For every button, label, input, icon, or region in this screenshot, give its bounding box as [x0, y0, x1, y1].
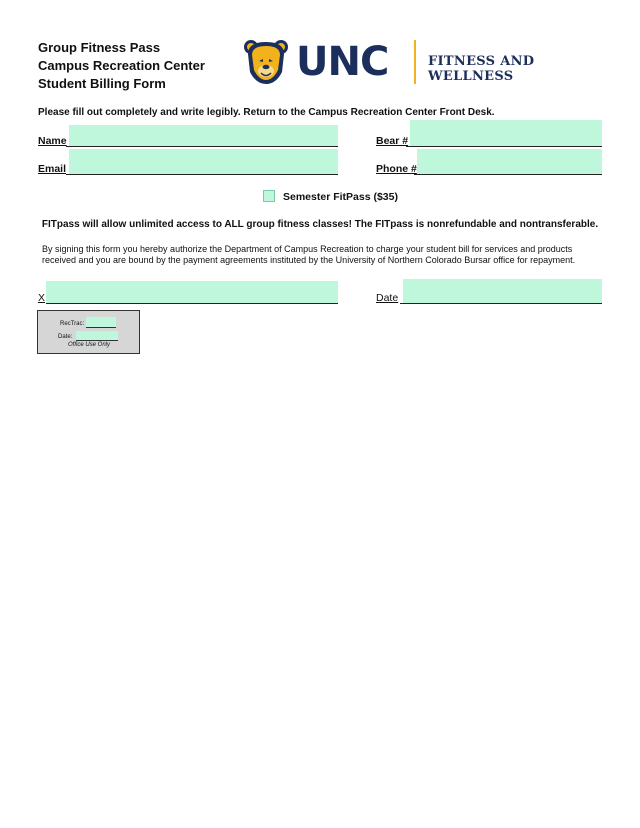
title-line-2: Campus Recreation Center [38, 58, 205, 73]
office-use-caption: Office Use Only [68, 342, 111, 348]
email-underline [66, 174, 338, 175]
rectrac-label: RecTrac: [60, 321, 85, 327]
date-field[interactable] [403, 279, 602, 303]
email-field[interactable] [69, 149, 338, 174]
signature-underline [46, 303, 338, 304]
bear-number-field[interactable] [410, 120, 602, 146]
unc-logo [242, 38, 612, 86]
semester-fitpass-label: Semester FitPass ($35) [283, 191, 398, 203]
authorization-text: By signing this form you hereby authorize the Department of Campus Recreation to charge your student bill for services and products received and you are bound by the payment agreements instituted by the University of Northern Colorado Bursar office for repayment. [42, 244, 576, 265]
fitpass-note: FITpass will allow unlimited access to ALL group fitness classes! The FITpass is nonrefundable and nontransferable. [41, 219, 599, 230]
name-label: Name [38, 135, 67, 147]
logo-wordmark: UNC [296, 39, 389, 85]
phone-underline [414, 174, 602, 175]
phone-field[interactable] [417, 149, 602, 174]
name-field[interactable] [69, 125, 338, 146]
signature-label: X [38, 292, 46, 304]
title-line-3: Student Billing Form [38, 76, 166, 91]
email-label: Email [38, 163, 67, 175]
date-underline [400, 303, 602, 304]
logo-divider [414, 40, 416, 84]
office-use-box [37, 310, 140, 354]
semester-fitpass-checkbox[interactable] [263, 190, 275, 202]
signature-field[interactable] [46, 281, 338, 303]
office-date-label: Date: [58, 334, 73, 340]
bear-number-underline [406, 146, 602, 147]
date-label: Date [376, 292, 399, 304]
office-date-field[interactable] [76, 331, 118, 341]
bear-number-label: Bear # [376, 135, 409, 147]
instructions: Please fill out completely and write legibly. Return to the Campus Recreation Center Front Desk. [38, 107, 495, 118]
title-line-1: Group Fitness Pass [38, 40, 161, 55]
rectrac-field[interactable] [86, 317, 116, 328]
logo-tagline: FITNESS AND WELLNESS [428, 54, 535, 84]
bear-mascot-icon [242, 38, 290, 86]
name-underline [66, 146, 338, 147]
phone-label: Phone # [376, 163, 417, 175]
form-title [38, 39, 205, 93]
